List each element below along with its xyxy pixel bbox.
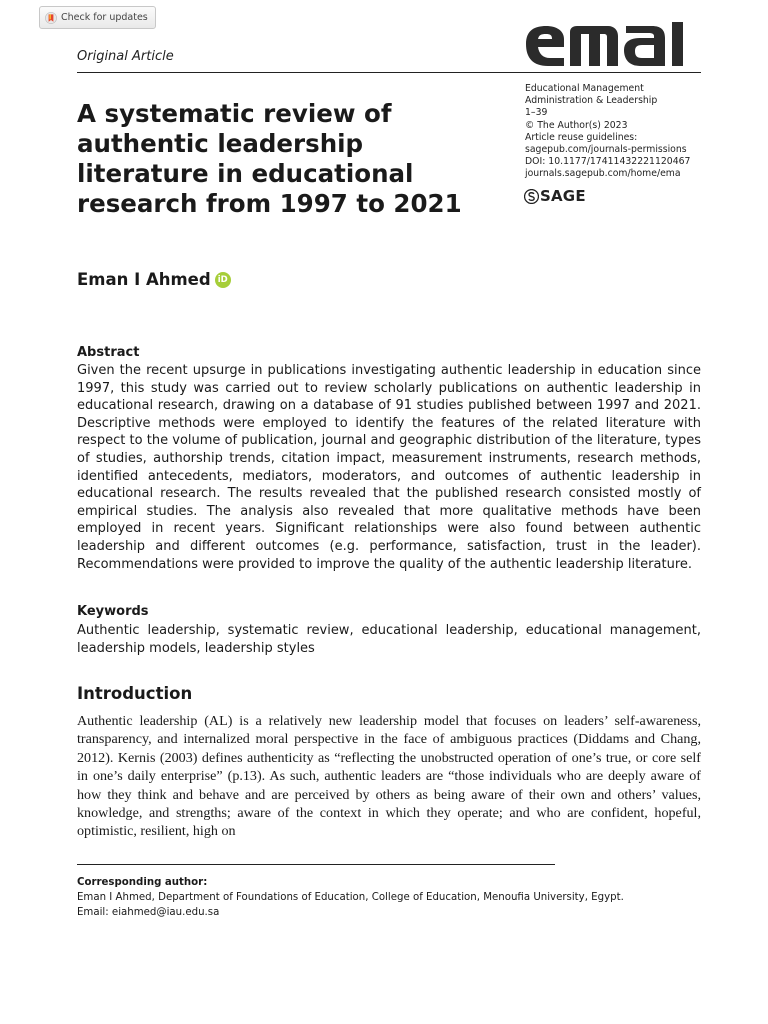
- keywords-heading: Keywords: [77, 604, 149, 619]
- header-divider: [77, 72, 701, 73]
- introduction-body: Authentic leadership (AL) is a relatively new leadership model that focuses on leaders’ self-awareness, transparency, and internalized moral perspective in the face of ambiguous practices (Diddams and Chang, 2012). Kernis (2003) defines authenticity as “reflecting the unobstructed operation of one’s true, or core self in one’s daily enterprise” (p.13). As such, authentic leaders are “those individuals who are deeply aware of how they think and behave and are perceived by others as being aware of their own and others’ values, knowledge, and strengths; aware of the context in which they operate; and who are confident, hopeful, optimistic, resilient, high on: [77, 713, 701, 840]
- journal-logo: [522, 22, 702, 66]
- journal-name-line-2: Administration & Leadership: [525, 95, 658, 107]
- sage-s-icon: [524, 189, 539, 204]
- update-bookmark-icon: [45, 12, 57, 24]
- footnote-divider: [77, 864, 555, 865]
- orcid-icon[interactable]: iD: [215, 272, 231, 288]
- article-type-label: Original Article: [77, 49, 174, 64]
- introduction-heading: Introduction: [77, 684, 193, 703]
- check-for-updates-button[interactable]: [39, 6, 156, 29]
- reuse-guidelines-label: Article reuse guidelines:: [525, 131, 638, 143]
- check-for-updates-label: Check for updates: [61, 12, 148, 23]
- article-title: A systematic review of authentic leadership literature in educational research from 1997 to 2021: [77, 99, 462, 218]
- corresponding-author-heading: Corresponding author:: [77, 877, 208, 888]
- journal-metadata: [525, 83, 690, 181]
- keywords-list: Authentic leadership, systematic review, educational leadership, educational management, leadership models, leadership styles: [77, 623, 701, 656]
- journal-homepage-link[interactable]: journals.sagepub.com/home/ema: [525, 168, 681, 180]
- doi-link[interactable]: DOI: 10.1177/17411432221120467: [525, 156, 691, 168]
- corresponding-author-affiliation: Eman I Ahmed, Department of Foundations of Education, College of Education, Menoufia University, Egypt.: [77, 892, 624, 903]
- publisher-logo: [524, 187, 586, 205]
- copyright-line: © The Author(s) 2023: [525, 119, 628, 131]
- permissions-link[interactable]: sagepub.com/journals-permissions: [525, 144, 687, 156]
- journal-name-line-1: Educational Management: [525, 83, 644, 94]
- corresponding-author-email[interactable]: Email: eiahmed@iau.edu.sa: [77, 907, 220, 918]
- publisher-name: SAGE: [540, 187, 586, 205]
- abstract-heading: Abstract: [77, 345, 140, 360]
- abstract-body: Given the recent upsurge in publications investigating authentic leadership in education since 1997, this study was carried out to review scholarly publications on authentic leadership in educational research, drawing on a database of 91 studies published between 1997 and 2021. Descriptive methods were employed to identify the features of the related literature with respect to the volume of publication, journal and geographic distribution of the literature, types of studies, authorship trends, citation impact, measurement instruments, research methods, identified antecedents, mediators, moderators, and outcomes of authentic leadership in educational research. The results revealed that the published research consisted mostly of empirical studies. The analysis also revealed that more qualitative methods have been employed in recent years. Significant relationships were also found between authentic leadership and different outcomes (e.g. performance, satisfaction, trust in the leader). Recommendations were provided to improve the quality of the authentic leadership literature.: [77, 363, 701, 572]
- page-range: 1–39: [525, 107, 548, 119]
- author-name[interactable]: Eman I Ahmed: [77, 270, 211, 289]
- author-line: [77, 270, 231, 289]
